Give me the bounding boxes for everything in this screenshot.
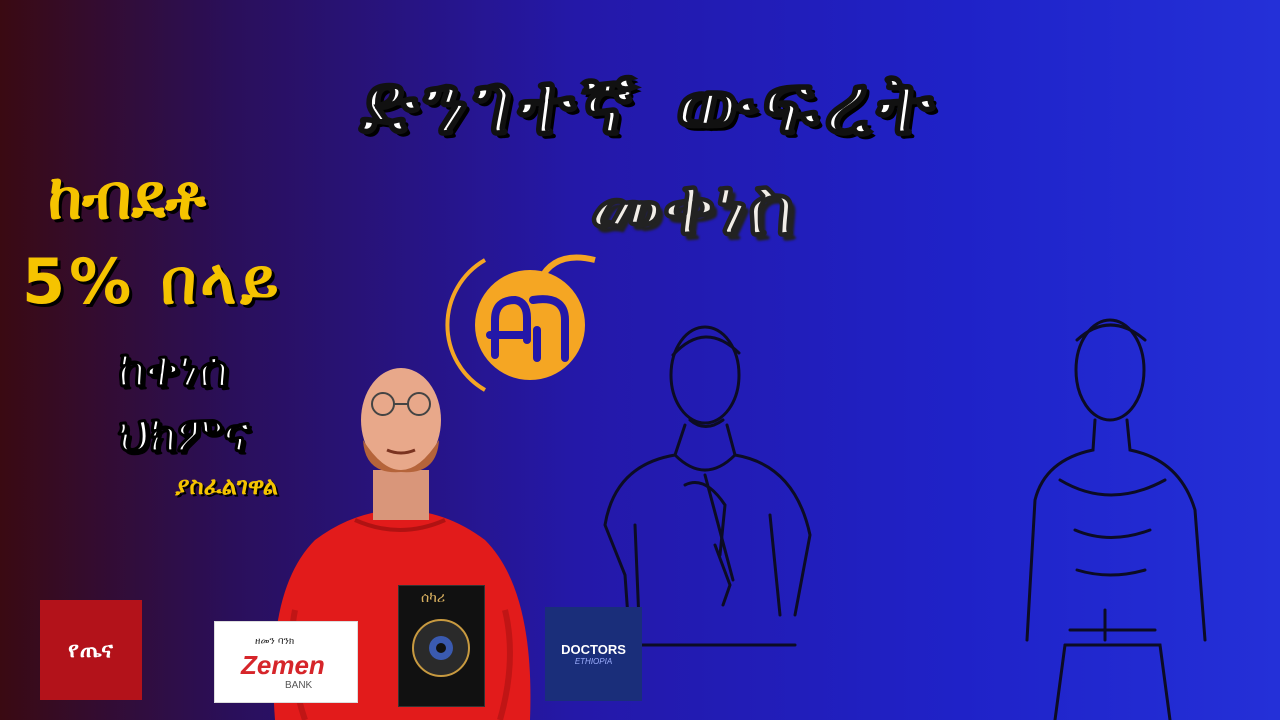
zemen-bank-label: BANK bbox=[285, 680, 313, 691]
sponsor-poster bbox=[398, 585, 485, 707]
poster-title: ሰካሪ bbox=[421, 590, 446, 606]
poster-collage-icon bbox=[409, 616, 473, 680]
side-text-line-4: ህክምና bbox=[118, 405, 250, 463]
sponsor-zemen-bank-logo bbox=[214, 621, 358, 703]
side-text-line-5: ያስፈልገዋል bbox=[175, 472, 278, 500]
sponsor-yetena-logo bbox=[40, 600, 142, 700]
headline-line-2: መቀነስ bbox=[590, 160, 795, 253]
doctors-wordmark: DOCTORS bbox=[561, 642, 626, 657]
headline-line-1: ድንገተኛ ውፍረት bbox=[360, 55, 940, 153]
zemen-wordmark: Zemen bbox=[241, 650, 325, 680]
sponsor-doctors-ethiopia-logo bbox=[545, 607, 642, 701]
side-text-line-2: 5% በላይ bbox=[22, 245, 283, 318]
zemen-amharic-text: ዘመን ባንክ bbox=[255, 636, 295, 647]
side-text-line-3: ከቀነሰ bbox=[118, 340, 229, 398]
side-text-line-1: ከብደቶ bbox=[48, 160, 206, 233]
sponsor-yetena-text: የጤና bbox=[68, 637, 114, 663]
sketch-thin-man bbox=[1005, 310, 1230, 720]
doctors-subtitle: ETHIOPIA bbox=[574, 657, 613, 666]
